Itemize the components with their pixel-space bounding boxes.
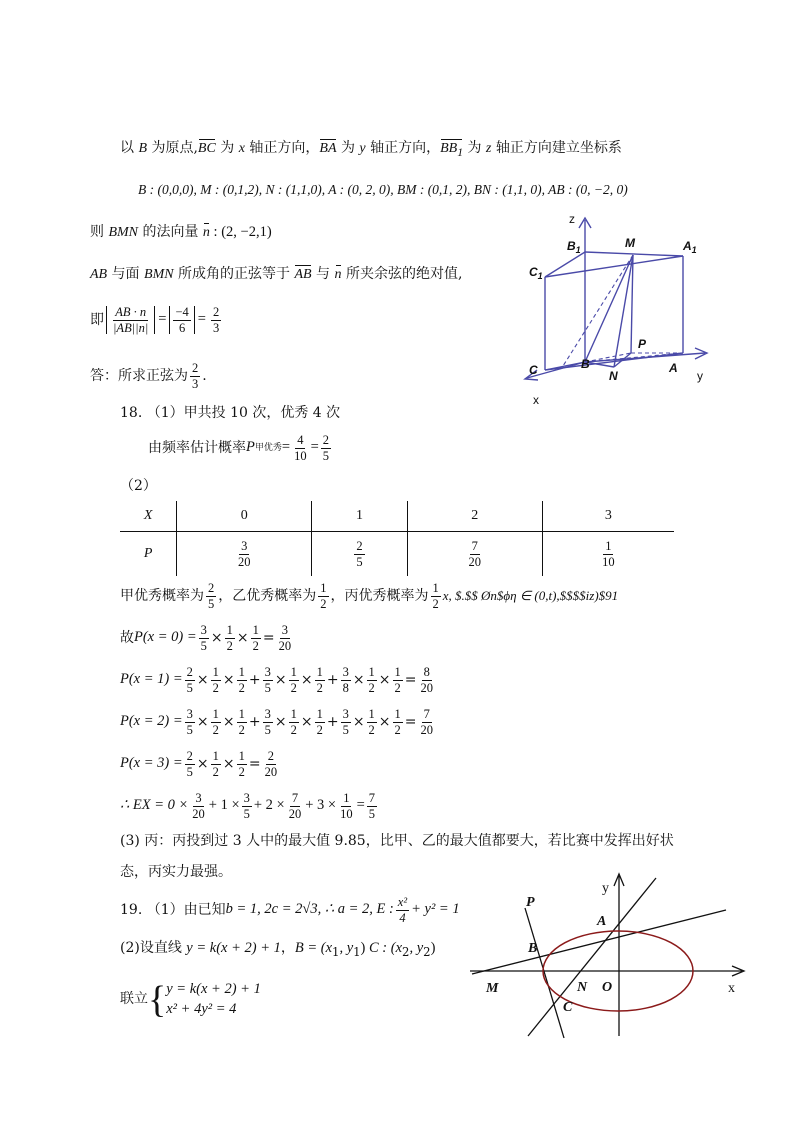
table-cell: $\frac{7}{20}$ bbox=[407, 532, 542, 577]
p17-cosine-formula: 即 $\frac{AB \cdot n}{|AB||n|}$ = $\frac{-4}{6}$ = $\frac{2}{3}$ bbox=[90, 305, 220, 335]
table-cell: 3 bbox=[542, 501, 674, 532]
edge-c1a1 bbox=[545, 256, 683, 277]
label-a: A bbox=[597, 914, 607, 929]
p18-p2: P(x = 2) = $\frac{3}{5}$ × $\frac{1}{2}$ × $\frac{1}{2}$ + $\frac{3}{5}$ × $\frac{1}{2}$ × $\frac{1}{2}$ + $\frac{3}{5}$ × $\frac{1}{2}$ × $\frac{1}{2}$ = $\frac{7}{20}$ bbox=[120, 707, 434, 737]
p17-coords: B : (0,0,0), M : (0,1,2), N : (1,1,0), A : (0, 2, 0), BM : (0,1, 2), BN : (1,1, 0), AB : (0, −2, 0) bbox=[138, 182, 628, 197]
p18-part3-line1: (3) 丙：丙投到过 3 人中的最大值 9.85，比甲、乙的最大值都要大，若比赛中发挥出好状 bbox=[120, 833, 674, 849]
p18-probability-estimate: 由频率估计概率 P 甲优秀 = $\frac{4}{10}$ = $\frac{2}{5}$ bbox=[148, 433, 329, 463]
label-o: O bbox=[602, 980, 613, 995]
edge-b1a1 bbox=[585, 252, 683, 256]
label-y: y bbox=[602, 881, 609, 896]
p18-p0: 故 P(x = 0) = $\frac{3}{5}$ × $\frac{1}{2}$ × $\frac{1}{2}$ = $\frac{3}{20}$ bbox=[120, 623, 292, 653]
label-y: y bbox=[697, 369, 703, 383]
p17-normal-vector: 则 BMN 的法向量 n : (2, −2,1) bbox=[90, 224, 272, 240]
label-x: x bbox=[533, 393, 539, 405]
table-cell: $\frac{1}{10}$ bbox=[542, 532, 674, 577]
line-mn bbox=[614, 255, 633, 367]
distribution-table bbox=[120, 501, 674, 576]
label-c: C bbox=[563, 1000, 573, 1015]
line-mb bbox=[585, 255, 633, 362]
p19-part1: 19. （1）由已知 b = 1, 2c = 2√3, ∴ a = 2 , E : $\frac{\text{x²}}{4}$ + y² = 1 bbox=[120, 895, 460, 925]
p18-expectation: ∴ EX = 0 × $\frac{3}{20}$ + 1 × $\frac{3}{5}$ + 2 × $\frac{7}{20}$ + 3 × $\frac{1}{10}$ = $\frac{7}{5}$ bbox=[120, 791, 376, 821]
table-cell: 1 bbox=[312, 501, 408, 532]
label-c1: $C_1$ bbox=[529, 265, 543, 281]
label-z: z bbox=[569, 212, 575, 226]
edge-ca bbox=[545, 353, 683, 370]
label-c: C bbox=[529, 363, 538, 377]
label-b: B bbox=[528, 941, 538, 956]
p19-part2-line: (2)设直线 y = k(x + 2) + 1，$B = (x_1$, $y_1$) C : ($x_2$, $y_2$) bbox=[120, 940, 436, 959]
line-mp bbox=[631, 255, 633, 353]
p18-p3: P(x = 3) = $\frac{2}{5}$ × $\frac{1}{2}$ × $\frac{1}{2}$ = $\frac{2}{20}$ bbox=[120, 749, 278, 779]
p17-answer: 答：所求正弦为 $\frac{2}{3}$ . bbox=[90, 361, 207, 391]
prism-diagram bbox=[505, 210, 720, 405]
table-cell: 2 bbox=[407, 501, 542, 532]
brace: { bbox=[148, 978, 167, 1021]
p17-angle-statement: AB 与面 BMN 所成角的正弦等于 AB 与 n 所夹余弦的绝对值, bbox=[90, 266, 463, 282]
label-b: B bbox=[581, 357, 590, 371]
label-x: x bbox=[728, 981, 735, 996]
table-cell: $\frac{3}{20}$ bbox=[177, 532, 312, 577]
label-n: N bbox=[609, 369, 618, 383]
p18-excellent-probabilities: 甲优秀概率为 $\frac{2}{5}$ ，乙优秀概率为 $\frac{1}{2}$ ，丙优秀概率为 $\frac{1}{2}$ x, $.$$ Øn$ϕη ∈ (0,t),$$$$iz)$91 bbox=[120, 581, 619, 611]
p18-part2: （2） bbox=[120, 478, 157, 494]
table-cell: X bbox=[120, 501, 177, 532]
table-cell: 0 bbox=[177, 501, 312, 532]
label-m: M bbox=[625, 236, 635, 250]
p17-line1: 以 B 为原点,BC 为 x 轴正方向，BA 为 y 轴正方向，$BB_1$ 为 z 轴正方向建立坐标系 bbox=[120, 140, 622, 159]
label-p: P bbox=[638, 337, 647, 351]
label-a: A bbox=[669, 361, 678, 375]
table-cell: $\frac{2}{5}$ bbox=[312, 532, 408, 577]
label-m: M bbox=[486, 981, 499, 996]
p18-p1: P(x = 1) = $\frac{2}{5}$ × $\frac{1}{2}$ × $\frac{1}{2}$ + $\frac{3}{5}$ × $\frac{1}{2}$ × $\frac{1}{2}$ + $\frac{3}{8}$ × $\frac{1}{2}$ × $\frac{1}{2}$ = $\frac{8}{20}$ bbox=[120, 665, 434, 695]
dashed-mc bbox=[563, 255, 633, 366]
ellipse-diagram bbox=[470, 870, 750, 1040]
table-cell: P bbox=[143, 546, 153, 561]
label-n: N bbox=[577, 980, 588, 995]
label-a1: $A_1$ bbox=[683, 239, 697, 255]
p18-part3-line2: 态，丙实力最强。 bbox=[120, 864, 232, 880]
line-pbc bbox=[525, 908, 564, 1038]
label-p: P bbox=[526, 895, 535, 910]
table-row bbox=[120, 532, 674, 577]
table-header-row bbox=[120, 501, 674, 532]
p19-system: 联立 { y = k(x + 2) + 1 x² + 4y² = 4 bbox=[120, 978, 261, 1021]
label-b1: $B_1$ bbox=[567, 239, 581, 255]
p18-part1: 18. （1）甲共投 10 次，优秀 4 次 bbox=[120, 405, 341, 421]
